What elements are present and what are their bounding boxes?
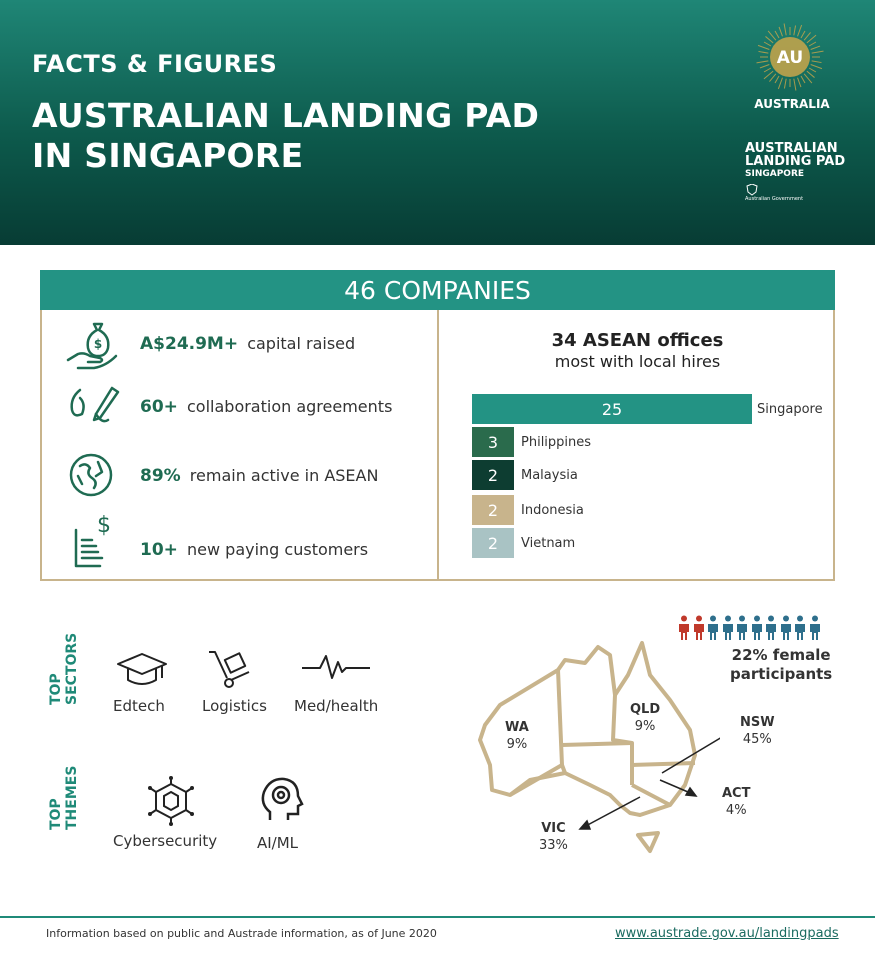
stat-collaboration xyxy=(140,397,392,417)
bar-label-philippines: Philippines xyxy=(521,435,592,450)
female-caption-line-2: participants xyxy=(730,665,833,683)
handshake-pen-icon xyxy=(66,384,120,428)
svg-text:$: $ xyxy=(93,337,103,351)
chart-subtitle: most with local hires xyxy=(554,352,721,371)
sectors-side-label xyxy=(48,633,80,705)
bar-label-malaysia: Malaysia xyxy=(521,468,578,483)
title-line-1: AUSTRALIAN LANDING PAD xyxy=(32,96,540,135)
map-border-wa xyxy=(558,670,562,765)
map-border-vic xyxy=(632,785,670,805)
bar-label-singapore: Singapore xyxy=(757,402,823,417)
bar-indonesia: 2 xyxy=(472,495,514,525)
ai-brain-icon xyxy=(258,776,304,822)
companies-heading: 46 COMPANIES xyxy=(40,270,835,310)
themes-side-label xyxy=(48,766,80,830)
sector-edtech-label: Edtech xyxy=(113,697,165,715)
bar-label-indonesia: Indonesia xyxy=(521,503,584,518)
sectors-label-bottom: SECTORS xyxy=(64,632,80,705)
stat-customers-label: new paying customers xyxy=(187,540,369,559)
map-border-nt-sa xyxy=(562,743,632,745)
sector-med-health-label: Med/health xyxy=(294,697,379,715)
lp-logo-line-1: AUSTRALIAN xyxy=(745,141,838,156)
map-border-sa xyxy=(562,765,565,773)
stat-active xyxy=(140,466,378,486)
money-bag-hand-icon xyxy=(64,318,120,374)
australia-logo-icon xyxy=(755,22,825,92)
bar-singapore: 25 xyxy=(472,394,752,424)
lp-logo-line-3: SINGAPORE xyxy=(745,169,805,179)
map-border-wa-south xyxy=(510,765,562,795)
state-vic-name: VIC xyxy=(541,821,566,836)
male-person-icon xyxy=(809,615,821,641)
panel-divider xyxy=(437,310,439,581)
lp-logo-line-2: LANDING PAD xyxy=(745,154,846,169)
bar-label-vietnam: Vietnam xyxy=(521,536,576,551)
title-line-2: IN SINGAPORE xyxy=(32,136,304,175)
stat-customers xyxy=(140,540,368,560)
stat-active-label: remain active in ASEAN xyxy=(189,466,379,485)
female-caption-line-1: 22% female xyxy=(731,646,831,664)
bar-philippines: 3 xyxy=(472,427,514,457)
government-crest xyxy=(745,184,803,202)
stat-capital-value: A$24.9M+ xyxy=(140,334,239,354)
themes-label-top: TOP xyxy=(48,798,64,830)
male-person-icon xyxy=(722,615,734,641)
cyber-chip-icon xyxy=(146,776,196,826)
male-person-icon xyxy=(794,615,806,641)
stat-capital xyxy=(140,334,355,354)
stat-active-value: 89% xyxy=(140,466,181,486)
austrade-link[interactable]: www.austrade.gov.au/landingpads xyxy=(615,926,839,941)
male-person-icon xyxy=(736,615,748,641)
male-person-icon xyxy=(765,615,777,641)
state-nsw-name: NSW xyxy=(740,715,775,730)
state-qld-value: 9% xyxy=(634,719,656,734)
state-qld-name: QLD xyxy=(630,702,661,717)
male-person-icon xyxy=(751,615,763,641)
stat-collaboration-value: 60+ xyxy=(140,397,178,417)
page-title xyxy=(32,96,539,176)
graduation-cap-icon xyxy=(114,650,170,690)
globe-arrows-icon xyxy=(68,452,114,498)
theme-cybersecurity-label: Cybersecurity xyxy=(113,832,218,850)
map-label-qld xyxy=(630,701,660,735)
eyebrow-title: FACTS & FIGURES xyxy=(32,50,278,78)
female-participants-caption xyxy=(730,646,832,684)
themes-label-bottom: THEMES xyxy=(64,765,80,830)
sector-logistics-label: Logistics xyxy=(202,697,267,715)
stat-capital-label: capital raised xyxy=(247,334,356,353)
svg-text:$: $ xyxy=(97,513,111,538)
hand-truck-icon xyxy=(207,648,253,690)
map-label-vic xyxy=(539,820,568,854)
bar-vietnam: 2 xyxy=(472,528,514,558)
state-nsw-value: 45% xyxy=(742,732,772,747)
chart-title: 34 ASEAN offices xyxy=(551,330,724,351)
footer-divider xyxy=(0,916,875,918)
state-act-value: 4% xyxy=(725,803,747,818)
state-wa-value: 9% xyxy=(506,737,528,752)
map-label-act xyxy=(722,785,750,819)
theme-ai-ml-label: AI/ML xyxy=(257,834,299,852)
crest-icon xyxy=(745,184,759,196)
au-logo-text: AU xyxy=(776,48,804,68)
heartbeat-icon xyxy=(300,652,372,682)
gov-text: Australian Government xyxy=(745,196,804,202)
stat-customers-value: 10+ xyxy=(140,540,178,560)
sectors-label-top: TOP xyxy=(48,673,64,705)
bar-malaysia: 2 xyxy=(472,460,514,490)
landing-pad-logo xyxy=(745,142,845,181)
map-label-nsw xyxy=(740,714,775,748)
male-person-icon xyxy=(780,615,792,641)
map-label-wa xyxy=(505,719,529,753)
footer-note: Information based on public and Austrade information, as of June 2020 xyxy=(46,927,437,940)
stat-collaboration-label: collaboration agreements xyxy=(187,397,393,416)
map-border-qld-nsw xyxy=(632,763,695,765)
state-act-name: ACT xyxy=(722,786,751,801)
state-wa-name: WA xyxy=(505,720,529,735)
receipt-dollar-icon xyxy=(72,510,116,570)
australia-wordmark: AUSTRALIA xyxy=(754,97,830,111)
map-tasmania xyxy=(638,833,658,851)
state-vic-value: 33% xyxy=(539,838,568,853)
